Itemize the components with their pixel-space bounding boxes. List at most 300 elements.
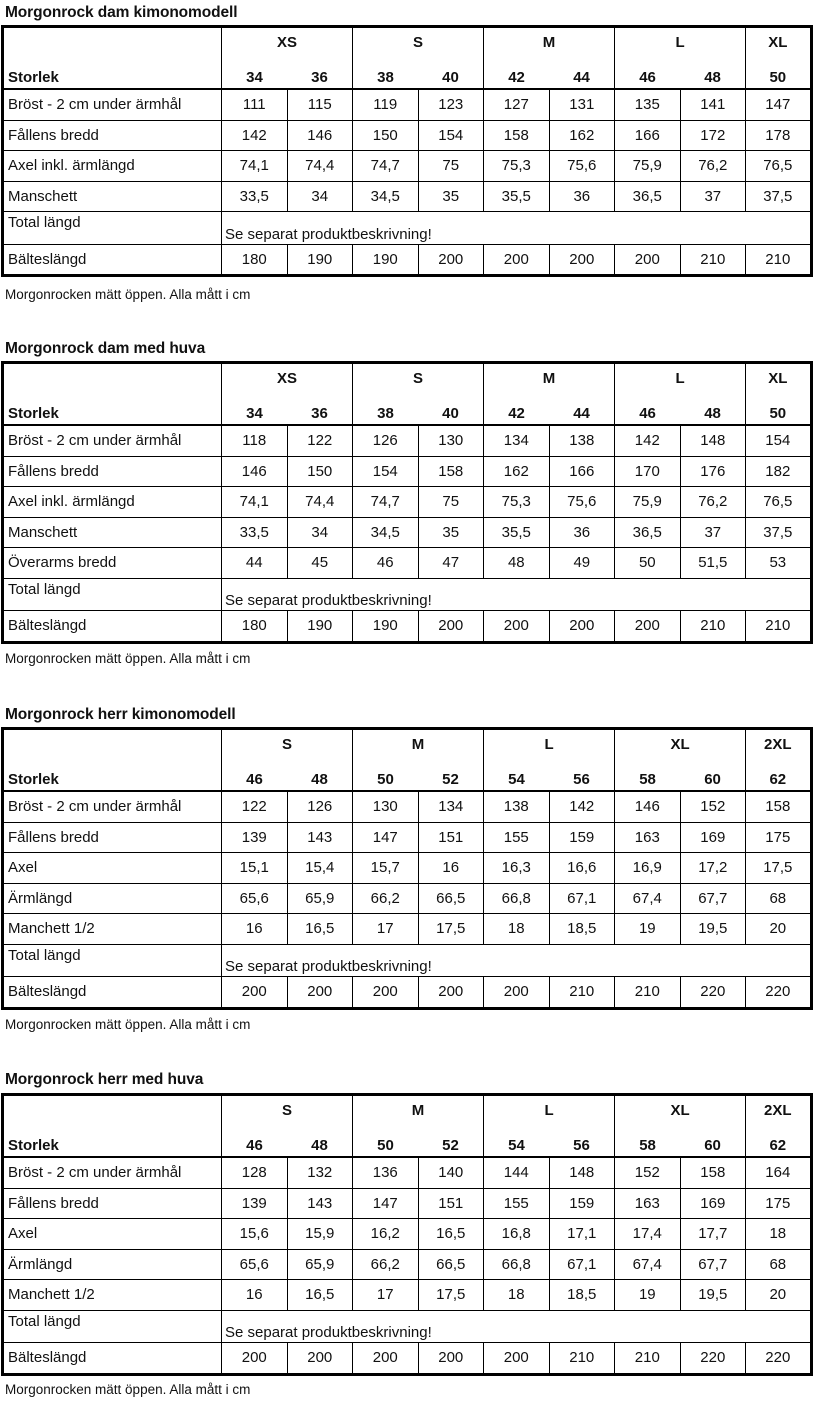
- measurement-value: 164: [746, 1157, 812, 1188]
- measurement-value: 16: [222, 914, 288, 945]
- measurement-label: Fållens bredd: [3, 456, 222, 487]
- measurement-label: Total längd: [3, 1310, 222, 1343]
- size-group-header-row: [3, 363, 812, 394]
- measurement-value: 48: [484, 548, 550, 579]
- measurement-value: 18: [746, 1219, 812, 1250]
- measurement-value: 34: [287, 181, 353, 212]
- measurement-label: Ärmlängd: [3, 883, 222, 914]
- measurement-value: 158: [680, 1157, 746, 1188]
- measurement-value: 118: [222, 425, 288, 456]
- measurement-value: 20: [746, 914, 812, 945]
- measurement-label: Manschett: [3, 181, 222, 212]
- see-description-note: Se separat produktbeskrivning!: [222, 578, 812, 611]
- measurement-value: 122: [287, 425, 353, 456]
- table-row: [3, 456, 812, 487]
- measurement-value: 67,1: [549, 1249, 615, 1280]
- measurement-value: 132: [287, 1157, 353, 1188]
- measurement-value: 34,5: [353, 517, 419, 548]
- size-number: 34: [222, 393, 288, 425]
- measurement-value: 75,6: [549, 151, 615, 182]
- measurement-value: 200: [549, 611, 615, 643]
- footnote: Morgonrocken mätt öppen. Alla mått i cm: [5, 1382, 251, 1397]
- size-table: [1, 361, 813, 644]
- measurement-value: 178: [746, 120, 812, 151]
- measurement-value: 76,2: [680, 151, 746, 182]
- measurement-value: 66,5: [418, 1249, 484, 1280]
- size-table: [1, 1093, 813, 1376]
- table-row: [3, 212, 812, 245]
- measurement-label: Överarms bredd: [3, 548, 222, 579]
- measurement-value: 45: [287, 548, 353, 579]
- measurement-value: 146: [615, 791, 681, 822]
- size-number: 52: [418, 759, 484, 791]
- measurement-value: 76,5: [746, 487, 812, 518]
- table-row: [3, 151, 812, 182]
- measurement-value: 159: [549, 1188, 615, 1219]
- size-label: Storlek: [3, 1125, 222, 1157]
- table-row: [3, 977, 812, 1009]
- measurement-label: Manchett 1/2: [3, 1280, 222, 1311]
- measurement-value: 34,5: [353, 181, 419, 212]
- measurement-value: 35,5: [484, 517, 550, 548]
- size-number-header-row: [3, 1125, 812, 1157]
- size-number: 48: [287, 759, 353, 791]
- measurement-value: 15,6: [222, 1219, 288, 1250]
- size-table: [1, 727, 813, 1010]
- table-row: [3, 1310, 812, 1343]
- measurement-value: 75,9: [615, 151, 681, 182]
- size-group-label: S: [353, 363, 484, 394]
- measurement-value: 17,4: [615, 1219, 681, 1250]
- measurement-value: 146: [287, 120, 353, 151]
- size-number: 36: [287, 393, 353, 425]
- table-row: [3, 822, 812, 853]
- size-number: 50: [353, 759, 419, 791]
- measurement-value: 75: [418, 151, 484, 182]
- size-group-label: L: [615, 27, 746, 58]
- measurement-value: 154: [746, 425, 812, 456]
- measurement-value: 66,5: [418, 883, 484, 914]
- table-title: Morgonrock herr med huva: [5, 1071, 204, 1088]
- table-title: Morgonrock dam kimonomodell: [5, 4, 238, 21]
- measurement-value: 220: [680, 1343, 746, 1375]
- size-number: 58: [615, 759, 681, 791]
- measurement-value: 144: [484, 1157, 550, 1188]
- measurement-value: 36: [549, 517, 615, 548]
- measurement-value: 163: [615, 1188, 681, 1219]
- measurement-value: 131: [549, 89, 615, 120]
- measurement-value: 162: [484, 456, 550, 487]
- measurement-value: 170: [615, 456, 681, 487]
- size-number: 48: [680, 393, 746, 425]
- measurement-value: 16,5: [287, 914, 353, 945]
- measurement-value: 34: [287, 517, 353, 548]
- size-number: 46: [222, 759, 288, 791]
- measurement-value: 18,5: [549, 1280, 615, 1311]
- table-row: [3, 611, 812, 643]
- size-group-header-row: [3, 729, 812, 760]
- measurement-value: 67,7: [680, 1249, 746, 1280]
- size-group-label: M: [484, 27, 615, 58]
- size-number: 44: [549, 393, 615, 425]
- measurement-value: 139: [222, 1188, 288, 1219]
- measurement-value: 65,9: [287, 1249, 353, 1280]
- measurement-value: 75,6: [549, 487, 615, 518]
- table-row: [3, 944, 812, 977]
- table-row: [3, 853, 812, 884]
- size-number: 50: [746, 57, 812, 89]
- measurement-value: 139: [222, 822, 288, 853]
- measurement-value: 15,4: [287, 853, 353, 884]
- measurement-value: 76,2: [680, 487, 746, 518]
- measurement-value: 44: [222, 548, 288, 579]
- size-number-header-row: [3, 393, 812, 425]
- size-group-label: 2XL: [746, 1095, 812, 1126]
- measurement-value: 36: [549, 181, 615, 212]
- measurement-value: 35,5: [484, 181, 550, 212]
- measurement-value: 17,1: [549, 1219, 615, 1250]
- size-label: Storlek: [3, 759, 222, 791]
- measurement-value: 16,6: [549, 853, 615, 884]
- measurement-value: 37,5: [746, 517, 812, 548]
- measurement-value: 152: [680, 791, 746, 822]
- measurement-value: 15,9: [287, 1219, 353, 1250]
- measurement-value: 200: [615, 611, 681, 643]
- measurement-value: 163: [615, 822, 681, 853]
- measurement-value: 220: [746, 1343, 812, 1375]
- measurement-value: 66,8: [484, 1249, 550, 1280]
- measurement-value: 74,4: [287, 151, 353, 182]
- measurement-value: 210: [680, 244, 746, 276]
- measurement-value: 159: [549, 822, 615, 853]
- size-group-header-row: [3, 27, 812, 58]
- measurement-value: 74,4: [287, 487, 353, 518]
- see-description-note: Se separat produktbeskrivning!: [222, 944, 812, 977]
- size-number-header-row: [3, 759, 812, 791]
- measurement-value: 190: [287, 611, 353, 643]
- measurement-value: 190: [287, 244, 353, 276]
- size-number: 54: [484, 1125, 550, 1157]
- measurement-value: 37,5: [746, 181, 812, 212]
- size-group-label: S: [222, 1095, 353, 1126]
- measurement-value: 141: [680, 89, 746, 120]
- size-number: 36: [287, 57, 353, 89]
- measurement-value: 147: [353, 822, 419, 853]
- measurement-value: 123: [418, 89, 484, 120]
- size-number: 34: [222, 57, 288, 89]
- size-number: 58: [615, 1125, 681, 1157]
- measurement-value: 142: [615, 425, 681, 456]
- measurement-value: 200: [418, 977, 484, 1009]
- measurement-value: 15,1: [222, 853, 288, 884]
- size-group-label: XS: [222, 27, 353, 58]
- measurement-value: 119: [353, 89, 419, 120]
- size-number: 56: [549, 1125, 615, 1157]
- size-number: 46: [615, 393, 681, 425]
- measurement-value: 66,2: [353, 1249, 419, 1280]
- measurement-value: 74,7: [353, 151, 419, 182]
- measurement-value: 76,5: [746, 151, 812, 182]
- size-number: 56: [549, 759, 615, 791]
- measurement-value: 190: [353, 611, 419, 643]
- measurement-label: Bröst - 2 cm under ärmhål: [3, 791, 222, 822]
- measurement-value: 115: [287, 89, 353, 120]
- measurement-value: 143: [287, 822, 353, 853]
- table-row: [3, 1188, 812, 1219]
- see-description-note: Se separat produktbeskrivning!: [222, 212, 812, 245]
- measurement-value: 148: [549, 1157, 615, 1188]
- size-number: 54: [484, 759, 550, 791]
- measurement-value: 122: [222, 791, 288, 822]
- measurement-value: 200: [484, 611, 550, 643]
- measurement-value: 155: [484, 822, 550, 853]
- measurement-value: 126: [287, 791, 353, 822]
- measurement-value: 210: [549, 977, 615, 1009]
- measurement-value: 169: [680, 1188, 746, 1219]
- measurement-value: 210: [746, 244, 812, 276]
- measurement-value: 17: [353, 914, 419, 945]
- size-number: 52: [418, 1125, 484, 1157]
- measurement-value: 200: [549, 244, 615, 276]
- measurement-value: 16,2: [353, 1219, 419, 1250]
- size-group-label: L: [484, 1095, 615, 1126]
- measurement-value: 36,5: [615, 517, 681, 548]
- table-row: [3, 425, 812, 456]
- measurement-label: Bälteslängd: [3, 1343, 222, 1375]
- measurement-value: 138: [484, 791, 550, 822]
- measurement-value: 162: [549, 120, 615, 151]
- measurement-value: 182: [746, 456, 812, 487]
- measurement-value: 220: [746, 977, 812, 1009]
- measurement-label: Axel inkl. ärmlängd: [3, 151, 222, 182]
- measurement-value: 67,1: [549, 883, 615, 914]
- measurement-value: 200: [418, 244, 484, 276]
- measurement-value: 75,3: [484, 487, 550, 518]
- measurement-value: 74,1: [222, 151, 288, 182]
- measurement-label: Bälteslängd: [3, 244, 222, 276]
- measurement-value: 74,1: [222, 487, 288, 518]
- measurement-value: 200: [287, 977, 353, 1009]
- size-group-header-row: [3, 1095, 812, 1126]
- measurement-value: 135: [615, 89, 681, 120]
- size-label: Storlek: [3, 57, 222, 89]
- size-label: Storlek: [3, 393, 222, 425]
- measurement-value: 151: [418, 822, 484, 853]
- measurement-label: Fållens bredd: [3, 120, 222, 151]
- measurement-label: Ärmlängd: [3, 1249, 222, 1280]
- measurement-value: 136: [353, 1157, 419, 1188]
- measurement-value: 158: [484, 120, 550, 151]
- measurement-value: 158: [418, 456, 484, 487]
- measurement-value: 19: [615, 1280, 681, 1311]
- measurement-value: 158: [746, 791, 812, 822]
- measurement-value: 16,8: [484, 1219, 550, 1250]
- measurement-value: 16,9: [615, 853, 681, 884]
- table-row: [3, 1157, 812, 1188]
- measurement-value: 200: [222, 977, 288, 1009]
- measurement-value: 130: [418, 425, 484, 456]
- measurement-value: 17: [353, 1280, 419, 1311]
- size-number: 60: [680, 759, 746, 791]
- measurement-value: 172: [680, 120, 746, 151]
- size-number-header-row: [3, 57, 812, 89]
- measurement-value: 200: [615, 244, 681, 276]
- measurement-value: 210: [549, 1343, 615, 1375]
- measurement-value: 53: [746, 548, 812, 579]
- header-empty-cell: [3, 27, 222, 58]
- size-number: 48: [680, 57, 746, 89]
- measurement-value: 17,5: [746, 853, 812, 884]
- measurement-value: 16,5: [287, 1280, 353, 1311]
- measurement-value: 65,9: [287, 883, 353, 914]
- measurement-value: 134: [484, 425, 550, 456]
- measurement-value: 49: [549, 548, 615, 579]
- measurement-value: 200: [418, 611, 484, 643]
- size-number: 38: [353, 393, 419, 425]
- measurement-value: 210: [746, 611, 812, 643]
- measurement-label: Manschett: [3, 517, 222, 548]
- measurement-value: 151: [418, 1188, 484, 1219]
- measurement-value: 20: [746, 1280, 812, 1311]
- header-empty-cell: [3, 1095, 222, 1126]
- measurement-label: Total längd: [3, 944, 222, 977]
- measurement-label: Axel inkl. ärmlängd: [3, 487, 222, 518]
- measurement-value: 180: [222, 611, 288, 643]
- measurement-value: 142: [549, 791, 615, 822]
- measurement-value: 16: [418, 853, 484, 884]
- measurement-value: 17,2: [680, 853, 746, 884]
- measurement-label: Axel: [3, 853, 222, 884]
- measurement-value: 175: [746, 822, 812, 853]
- measurement-value: 35: [418, 517, 484, 548]
- measurement-value: 200: [287, 1343, 353, 1375]
- measurement-value: 17,5: [418, 1280, 484, 1311]
- measurement-value: 210: [680, 611, 746, 643]
- size-group-label: M: [353, 729, 484, 760]
- see-description-note: Se separat produktbeskrivning!: [222, 1310, 812, 1343]
- measurement-value: 16,5: [418, 1219, 484, 1250]
- measurement-value: 128: [222, 1157, 288, 1188]
- header-empty-cell: [3, 363, 222, 394]
- table-row: [3, 1343, 812, 1375]
- measurement-value: 16,3: [484, 853, 550, 884]
- footnote: Morgonrocken mätt öppen. Alla mått i cm: [5, 1017, 251, 1032]
- measurement-value: 111: [222, 89, 288, 120]
- size-group-label: 2XL: [746, 729, 812, 760]
- measurement-value: 19: [615, 914, 681, 945]
- measurement-value: 18,5: [549, 914, 615, 945]
- table-row: [3, 883, 812, 914]
- measurement-value: 16: [222, 1280, 288, 1311]
- table-row: [3, 120, 812, 151]
- size-group-label: M: [484, 363, 615, 394]
- measurement-value: 166: [615, 120, 681, 151]
- measurement-value: 175: [746, 1188, 812, 1219]
- size-number: 62: [746, 1125, 812, 1157]
- measurement-label: Bröst - 2 cm under ärmhål: [3, 1157, 222, 1188]
- size-number: 44: [549, 57, 615, 89]
- measurement-value: 75: [418, 487, 484, 518]
- measurement-value: 210: [615, 977, 681, 1009]
- measurement-value: 142: [222, 120, 288, 151]
- measurement-label: Bälteslängd: [3, 977, 222, 1009]
- table-row: [3, 791, 812, 822]
- table-row: [3, 914, 812, 945]
- measurement-value: 37: [680, 517, 746, 548]
- measurement-value: 68: [746, 1249, 812, 1280]
- measurement-value: 200: [418, 1343, 484, 1375]
- size-group-label: XL: [615, 1095, 746, 1126]
- measurement-label: Fållens bredd: [3, 1188, 222, 1219]
- footnote: Morgonrocken mätt öppen. Alla mått i cm: [5, 651, 251, 666]
- measurement-label: Manchett 1/2: [3, 914, 222, 945]
- measurement-value: 190: [353, 244, 419, 276]
- measurement-label: Total längd: [3, 212, 222, 245]
- table-row: [3, 517, 812, 548]
- size-number: 60: [680, 1125, 746, 1157]
- measurement-value: 67,4: [615, 1249, 681, 1280]
- size-number: 42: [484, 57, 550, 89]
- measurement-value: 35: [418, 181, 484, 212]
- measurement-value: 210: [615, 1343, 681, 1375]
- measurement-value: 74,7: [353, 487, 419, 518]
- size-number: 40: [418, 57, 484, 89]
- size-group-label: L: [484, 729, 615, 760]
- size-group-label: XL: [746, 363, 812, 394]
- measurement-value: 46: [353, 548, 419, 579]
- size-group-label: XL: [746, 27, 812, 58]
- measurement-label: Bälteslängd: [3, 611, 222, 643]
- measurement-value: 150: [287, 456, 353, 487]
- measurement-label: Fållens bredd: [3, 822, 222, 853]
- measurement-value: 148: [680, 425, 746, 456]
- measurement-value: 75,3: [484, 151, 550, 182]
- measurement-value: 200: [484, 244, 550, 276]
- size-number: 42: [484, 393, 550, 425]
- measurement-value: 19,5: [680, 1280, 746, 1311]
- measurement-value: 126: [353, 425, 419, 456]
- table-row: [3, 244, 812, 276]
- measurement-value: 67,7: [680, 883, 746, 914]
- size-table: [1, 25, 813, 277]
- header-empty-cell: [3, 729, 222, 760]
- measurement-value: 127: [484, 89, 550, 120]
- measurement-value: 18: [484, 1280, 550, 1311]
- table-row: [3, 578, 812, 611]
- measurement-value: 200: [484, 977, 550, 1009]
- table-row: [3, 1280, 812, 1311]
- measurement-value: 17,7: [680, 1219, 746, 1250]
- footnote: Morgonrocken mätt öppen. Alla mått i cm: [5, 287, 251, 302]
- size-number: 40: [418, 393, 484, 425]
- size-number: 62: [746, 759, 812, 791]
- measurement-value: 143: [287, 1188, 353, 1219]
- measurement-value: 17,5: [418, 914, 484, 945]
- measurement-value: 146: [222, 456, 288, 487]
- measurement-value: 166: [549, 456, 615, 487]
- table-title: Morgonrock dam med huva: [5, 340, 206, 357]
- measurement-value: 65,6: [222, 883, 288, 914]
- measurement-value: 220: [680, 977, 746, 1009]
- table-row: [3, 1249, 812, 1280]
- size-number: 50: [746, 393, 812, 425]
- measurement-value: 147: [353, 1188, 419, 1219]
- table-title: Morgonrock herr kimonomodell: [5, 706, 236, 723]
- size-number: 46: [615, 57, 681, 89]
- measurement-label: Bröst - 2 cm under ärmhål: [3, 89, 222, 120]
- measurement-value: 134: [418, 791, 484, 822]
- measurement-value: 51,5: [680, 548, 746, 579]
